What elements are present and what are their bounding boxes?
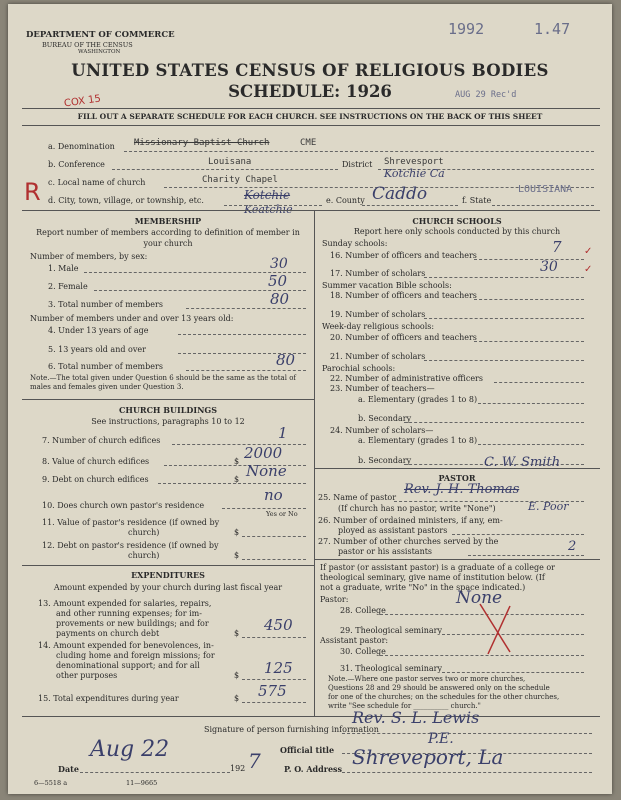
field-line bbox=[424, 277, 584, 278]
field-line bbox=[442, 672, 584, 673]
field-line bbox=[478, 403, 584, 404]
field-line bbox=[342, 733, 592, 734]
assistant-pastor-label: Assistant pastor: bbox=[320, 636, 389, 645]
field-line bbox=[242, 679, 306, 680]
q24b-label: b. Secondary bbox=[358, 456, 412, 465]
field-line bbox=[404, 422, 584, 423]
form-title: UNITED STATES CENSUS OF RELIGIOUS BODIES bbox=[71, 61, 549, 80]
q2-value: 50 bbox=[268, 272, 288, 290]
q17-value: 30 bbox=[540, 259, 558, 275]
q11-dollar: $ bbox=[234, 528, 240, 537]
field-line bbox=[362, 205, 458, 206]
q25-note: (If church has no pastor, write "None") bbox=[338, 504, 496, 513]
city-field-label: d. City, town, village, or township, etc. bbox=[48, 196, 204, 205]
field-line bbox=[478, 444, 584, 445]
city-label: WASHINGTON bbox=[78, 49, 121, 55]
field-line bbox=[158, 483, 306, 484]
field-line bbox=[178, 334, 306, 335]
weekday-label: Week-day religious schools: bbox=[322, 322, 435, 331]
field-line bbox=[224, 205, 322, 206]
q14-value: 125 bbox=[264, 659, 293, 677]
pastor-title: PASTOR bbox=[438, 473, 476, 483]
divider bbox=[22, 108, 600, 109]
field-line bbox=[186, 308, 306, 309]
divider bbox=[22, 399, 314, 400]
q30-label: 30. College bbox=[340, 647, 386, 656]
q14-label: 14. Amount expended for benevolences, in- bbox=[38, 641, 214, 650]
q15-dollar: $ bbox=[234, 694, 240, 703]
pastor-sub-label: Pastor: bbox=[320, 595, 349, 604]
county-label: e. County bbox=[326, 196, 365, 205]
field-line bbox=[222, 508, 306, 509]
q27-label-2: pastor or his assistants bbox=[338, 547, 433, 556]
q26-label-2: ployed as assistant pastors bbox=[338, 526, 448, 535]
buildings-title: CHURCH BUILDINGS bbox=[119, 405, 217, 415]
conference-value: Louisana bbox=[208, 157, 252, 167]
q13-label-3: provements or new buildings; and for bbox=[56, 619, 209, 628]
q29-label: 29. Theological seminary bbox=[340, 626, 442, 635]
expenditures-sub: Amount expended by your church during last fiscal year bbox=[53, 583, 283, 592]
q10-value: no bbox=[264, 486, 283, 504]
schedule-title: SCHEDULE: 1926 bbox=[228, 82, 392, 101]
parochial-label: Parochial schools: bbox=[322, 364, 396, 373]
q27-value: 2 bbox=[568, 539, 577, 554]
signature-label: Signature of person furnishing information bbox=[204, 725, 379, 734]
q13-dollar: $ bbox=[234, 629, 240, 638]
denomination-struck: Missionary Baptist Church bbox=[134, 138, 270, 148]
field-line bbox=[242, 536, 306, 537]
church-name-handwritten: Kotchie Ca bbox=[384, 167, 445, 180]
q12-label: 12. Debt on pastor's residence (if owned by bbox=[42, 541, 219, 550]
state-value: LOUISIANA bbox=[518, 184, 573, 195]
q18-label: 18. Number of officers and teachers bbox=[330, 291, 477, 300]
conference-label: b. Conference bbox=[48, 160, 105, 169]
q7-value: 1 bbox=[278, 424, 288, 442]
state-label: f. State bbox=[462, 196, 492, 205]
city-handwritten: Kotchie bbox=[244, 188, 291, 202]
q12-label-2: church) bbox=[128, 551, 160, 560]
cox-mark: COX 15 bbox=[63, 93, 102, 110]
q3-label: 3. Total number of members bbox=[48, 300, 163, 309]
q28-value: None bbox=[456, 588, 503, 608]
q19-label: 19. Number of scholars bbox=[330, 310, 426, 319]
bureau-label: BUREAU OF THE CENSUS bbox=[42, 41, 133, 49]
q14-dollar: $ bbox=[234, 671, 240, 680]
q13-label: 13. Amount expended for salaries, repairs, bbox=[38, 599, 212, 608]
pastor-note-3: for one of the churches; on the schedules for the other churches, bbox=[328, 693, 560, 701]
sunday-label: Sunday schools: bbox=[322, 239, 388, 248]
denomination-label: a. Denomination bbox=[48, 142, 115, 151]
q7-label: 7. Number of church edifices bbox=[42, 436, 161, 445]
q27-label: 27. Number of other churches served by the bbox=[318, 537, 499, 546]
divider bbox=[22, 716, 600, 717]
q14-label-4: other purposes bbox=[56, 671, 118, 680]
q15-label: 15. Total expenditures during year bbox=[38, 694, 179, 703]
field-line bbox=[474, 259, 584, 260]
graduate-instructions: If pastor (or assistant pastor) is a graduate of a college or bbox=[320, 563, 556, 572]
city-handwritten-correction: Keatchie bbox=[244, 203, 293, 216]
field-line bbox=[80, 772, 230, 773]
stamp-number-1: 1992 bbox=[448, 20, 485, 38]
q9-label: 9. Debt on church edifices bbox=[42, 475, 149, 484]
membership-intro: Report number of members according to definition of member in your church bbox=[36, 228, 300, 248]
q15-value: 575 bbox=[258, 682, 287, 700]
q8-dollar: $ bbox=[234, 457, 240, 466]
field-line bbox=[242, 559, 306, 560]
q10-label: 10. Does church own pastor's residence bbox=[42, 501, 205, 510]
instructions-line: FILL OUT A SEPARATE SCHEDULE FOR EACH CHURCH. SEE INSTRUCTIONS ON THE BACK OF THIS SHEET bbox=[77, 112, 543, 121]
q16-value: 7 bbox=[552, 238, 562, 256]
field-line bbox=[424, 318, 584, 319]
q25-extra: E. Poor bbox=[528, 500, 569, 513]
check-mark: ✓ bbox=[584, 264, 593, 275]
q22-label: 22. Number of administrative officers bbox=[330, 374, 483, 383]
pastor-handwritten-name: C. W. Smith bbox=[484, 455, 561, 470]
field-line bbox=[492, 205, 594, 206]
field-line bbox=[424, 360, 584, 361]
q31-label: 31. Theological seminary bbox=[340, 664, 442, 673]
census-schedule-sheet bbox=[8, 4, 612, 794]
year-prefix: 192 bbox=[230, 764, 246, 773]
membership-title: MEMBERSHIP bbox=[134, 216, 202, 226]
q5-label: 5. 13 years old and over bbox=[48, 345, 146, 354]
pastor-note: Note.—Where one pastor serves two or more churches, bbox=[328, 675, 526, 683]
signature-value: Rev. S. L. Lewis bbox=[352, 708, 480, 727]
q1-label: 1. Male bbox=[48, 264, 79, 273]
q21-label: 21. Number of scholars bbox=[330, 352, 426, 361]
date-value: Aug 22 bbox=[90, 737, 170, 762]
pastor-note-4: write "See schedule for __________ church." bbox=[328, 702, 481, 710]
field-line bbox=[186, 370, 306, 371]
q13-label-4: payments on church debt bbox=[56, 629, 160, 638]
q4-label: 4. Under 13 years of age bbox=[48, 326, 149, 335]
district-label: District bbox=[342, 160, 373, 169]
q23a-label: a. Elementary (grades 1 to 8) bbox=[358, 395, 478, 404]
official-title-value: P.E. bbox=[428, 731, 454, 747]
q6-value: 80 bbox=[276, 351, 296, 369]
q13-label-2: and other running expenses; for im- bbox=[56, 609, 202, 618]
q20-label: 20. Number of officers and teachers bbox=[330, 333, 477, 342]
field-line bbox=[468, 555, 584, 556]
q8-label: 8. Value of church edifices bbox=[42, 457, 150, 466]
field-line bbox=[452, 534, 584, 535]
q24a-label: a. Elementary (grades 1 to 8) bbox=[358, 436, 478, 445]
field-line bbox=[172, 444, 306, 445]
q1-value: 30 bbox=[270, 256, 288, 272]
q8-value: 2000 bbox=[244, 444, 283, 462]
field-line bbox=[112, 169, 338, 170]
r-mark: R bbox=[24, 178, 41, 206]
district-value: Shrevesport bbox=[384, 157, 444, 167]
q9-value: None bbox=[246, 462, 287, 480]
form-number: 6—5518 a bbox=[34, 779, 68, 787]
q14-label-2: cluding home and foreign missions; for bbox=[56, 651, 215, 660]
received-stamp: AUG 29 Rec'd bbox=[455, 90, 517, 100]
under-over-label: Number of members under and over 13 years old: bbox=[30, 314, 234, 323]
divider bbox=[22, 210, 600, 211]
q25-label: 25. Name of pastor bbox=[318, 493, 397, 502]
graduate-instructions-3: not a graduate, write "No" in the space indicated.) bbox=[320, 583, 526, 592]
expenditures-title: EXPENDITURES bbox=[131, 570, 205, 580]
divider bbox=[22, 565, 314, 566]
address-label: P. O. Address bbox=[284, 764, 343, 774]
divider bbox=[22, 125, 600, 126]
q2-label: 2. Female bbox=[48, 282, 88, 291]
field-line bbox=[342, 772, 592, 773]
field-line bbox=[474, 299, 584, 300]
q14-label-3: denominational support; and for all bbox=[56, 661, 200, 670]
q13-value: 450 bbox=[264, 616, 293, 634]
field-line bbox=[242, 637, 306, 638]
field-line bbox=[494, 382, 584, 383]
check-mark: ✓ bbox=[584, 246, 593, 257]
q12-dollar: $ bbox=[234, 551, 240, 560]
summer-label: Summer vacation Bible schools: bbox=[322, 281, 452, 290]
column-divider bbox=[314, 210, 315, 716]
members-by-sex: Number of members, by sex: bbox=[30, 252, 148, 261]
red-x-mark bbox=[476, 602, 516, 656]
q25-value: Rev. J. H. Thomas bbox=[404, 482, 520, 497]
pastor-note-2: Questions 28 and 29 should be answered only on the schedule bbox=[328, 684, 550, 692]
date-label: Date bbox=[58, 764, 79, 774]
official-title-label: Official title bbox=[280, 745, 335, 755]
field-line bbox=[474, 341, 584, 342]
yes-no-hint: Yes or No bbox=[266, 510, 298, 518]
q23b-label: b. Secondary bbox=[358, 414, 412, 423]
stamp-number-2: 1.47 bbox=[534, 20, 571, 38]
q28-label: 28. College bbox=[340, 606, 386, 615]
field-line bbox=[124, 151, 594, 152]
year-handwritten: 7 bbox=[248, 749, 261, 773]
q11-label: 11. Value of pastor's residence (if owned by bbox=[42, 518, 220, 527]
address-value: Shreveport, La bbox=[352, 745, 504, 769]
schools-sub: Report here only schools conducted by this church bbox=[353, 227, 561, 236]
schools-title: CHURCH SCHOOLS bbox=[412, 216, 502, 226]
form-number-2: 11—9665 bbox=[126, 779, 158, 787]
county-value: Caddo bbox=[372, 184, 428, 204]
q16-label: 16. Number of officers and teachers bbox=[330, 251, 477, 260]
q23-label: 23. Number of teachers— bbox=[330, 384, 435, 393]
dept-label: DEPARTMENT OF COMMERCE bbox=[26, 30, 175, 40]
q17-label: 17. Number of scholars bbox=[330, 269, 426, 278]
q9-dollar: $ bbox=[234, 475, 240, 484]
denomination-value: CME bbox=[300, 138, 317, 148]
q26-label: 26. Number of ordained ministers, if any, em- bbox=[318, 516, 503, 525]
field-line bbox=[242, 702, 306, 703]
divider bbox=[314, 559, 600, 560]
q6-label: 6. Total number of members bbox=[48, 362, 163, 371]
graduate-instructions-2: theological seminary, give name of institution below. (If bbox=[320, 573, 545, 582]
q11-label-2: church) bbox=[128, 528, 160, 537]
buildings-sub: See instructions, paragraphs 10 to 12 bbox=[91, 417, 245, 426]
church-name-label: c. Local name of church bbox=[48, 178, 146, 187]
membership-note: Note.—The total given under Question 6 should be the same as the total of males and females given under Question 3. bbox=[30, 374, 297, 391]
q24-label: 24. Number of scholars— bbox=[330, 426, 434, 435]
q3-value: 80 bbox=[270, 290, 290, 308]
church-name-value: Charity Chapel bbox=[202, 175, 278, 185]
